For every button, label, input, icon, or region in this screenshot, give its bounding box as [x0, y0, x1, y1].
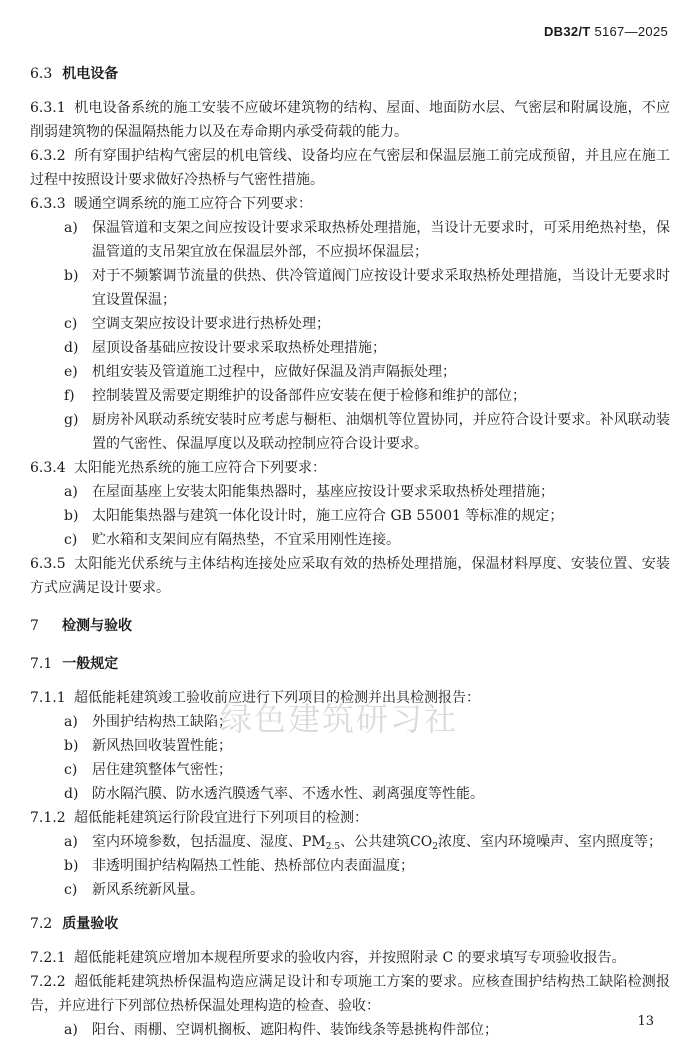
clause-6-3-3: 6.3.3 暖通空调系统的施工应符合下列要求：	[30, 196, 312, 212]
clause-7-2-1: 7.2.1 超低能耗建筑应增加本规程所要求的验收内容，并按照附录 C 的要求填写专项验收报告。	[30, 950, 626, 966]
list-item: c) 空调支架应按设计要求进行热桥处理；	[64, 316, 330, 332]
list-item: g) 厨房补风联动系统安装时应考虑与橱柜、油烟机等位置协同，并应符合设计要求。补风联动装置的气密性、保温厚度以及联动控制应符合设计要求。	[64, 412, 670, 452]
chapter-7-heading: 7 检测与验收	[30, 618, 132, 634]
standard-prefix: DB32/T	[543, 24, 591, 39]
list-item: d) 屋顶设备基础应按设计要求采取热桥处理措施；	[64, 340, 386, 356]
list-item: d) 防水隔汽膜、防水透汽膜透气率、不透水性、剥离强度等性能。	[64, 786, 484, 802]
list-item: e) 机组安装及管道施工过程中，应做好保温及消声隔振处理；	[64, 364, 456, 380]
clause-6-3-2: 6.3.2 所有穿围护结构气密层的机电管线、设备均应在气密层和保温层施工前完成预留，并且应在施工过程中按照设计要求做好冷热桥与气密性措施。	[30, 148, 670, 188]
section-7-1-heading: 7.1 一般规定	[30, 656, 119, 672]
document-body	[30, 62, 670, 1042]
standard-number: 5167—2025	[590, 24, 668, 39]
clause-7-2-2: 7.2.2 超低能耗建筑热桥保温构造应满足设计和专项施工方案的要求。应核查围护结构热工缺陷检测报告，并应进行下列部位热桥保温处理构造的检查、验收：	[30, 974, 670, 1014]
list-item: b) 非透明围护结构隔热工性能、热桥部位内表面温度；	[64, 858, 414, 874]
section-6-3-heading: 6.3 机电设备	[30, 66, 119, 82]
page-number: 13	[637, 1014, 654, 1029]
list-item: a) 在屋面基座上安装太阳能集热器时，基座应按设计要求采取热桥处理措施；	[64, 484, 554, 500]
list-item: c) 贮水箱和支架间应有隔热垫，不宜采用刚性连接。	[64, 532, 400, 548]
clause-6-3-4: 6.3.4 太阳能光热系统的施工应符合下列要求：	[30, 460, 326, 476]
standard-code-header	[544, 24, 668, 39]
clause-7-1-2: 7.1.2 超低能耗建筑运行阶段宜进行下列项目的检测：	[30, 810, 368, 826]
list-item: a) 室内环境参数，包括温度、湿度、$PM_{2.5}$、公共建筑$CO_2$浓度、室内环境噪声、室内照度等；	[64, 834, 663, 852]
list-item: b) 对于不频繁调节流量的供热、供冷管道阀门应按设计要求采取热桥处理措施，当设计无要求时宜设置保温；	[64, 268, 670, 308]
list-item: c) 新风系统新风量。	[64, 882, 204, 898]
list-item: f) 控制装置及需要定期维护的设备部件应安装在便于检修和维护的部位；	[64, 388, 526, 404]
clause-6-3-1: 6.3.1 机电设备系统的施工安装不应破坏建筑物的结构、屋面、地面防水层、气密层和附属设施，不应削弱建筑物的保温隔热能力以及在寿命期内承受荷载的能力。	[30, 100, 670, 140]
list-item: c) 居住建筑整体气密性；	[64, 762, 232, 778]
clause-6-3-5: 6.3.5 太阳能光伏系统与主体结构连接处应采取有效的热桥处理措施，保温材料厚度、安装位置、安装方式应满足设计要求。	[30, 556, 670, 596]
list-item: b) 新风热回收装置性能；	[64, 738, 232, 754]
list-item: a) 阳台、雨棚、空调机搁板、遮阳构件、装饰线条等悬挑构件部位；	[64, 1022, 498, 1038]
list-item: a) 外围护结构热工缺陷；	[64, 714, 232, 730]
section-7-2-heading: 7.2 质量验收	[30, 916, 119, 932]
clause-7-1-1: 7.1.1 超低能耗建筑竣工验收前应进行下列项目的检测并出具检测报告：	[30, 690, 480, 706]
list-item: a) 保温管道和支架之间应按设计要求采取热桥处理措施，当设计无要求时，可采用绝热衬垫，保温管道的支吊架宜放在保温层外部，不应损坏保温层；	[64, 220, 670, 260]
list-item: b) 太阳能集热器与建筑一体化设计时，施工应符合 GB 55001 等标准的规定；	[64, 508, 564, 524]
watermark: 绿色建筑研习社	[220, 700, 459, 738]
